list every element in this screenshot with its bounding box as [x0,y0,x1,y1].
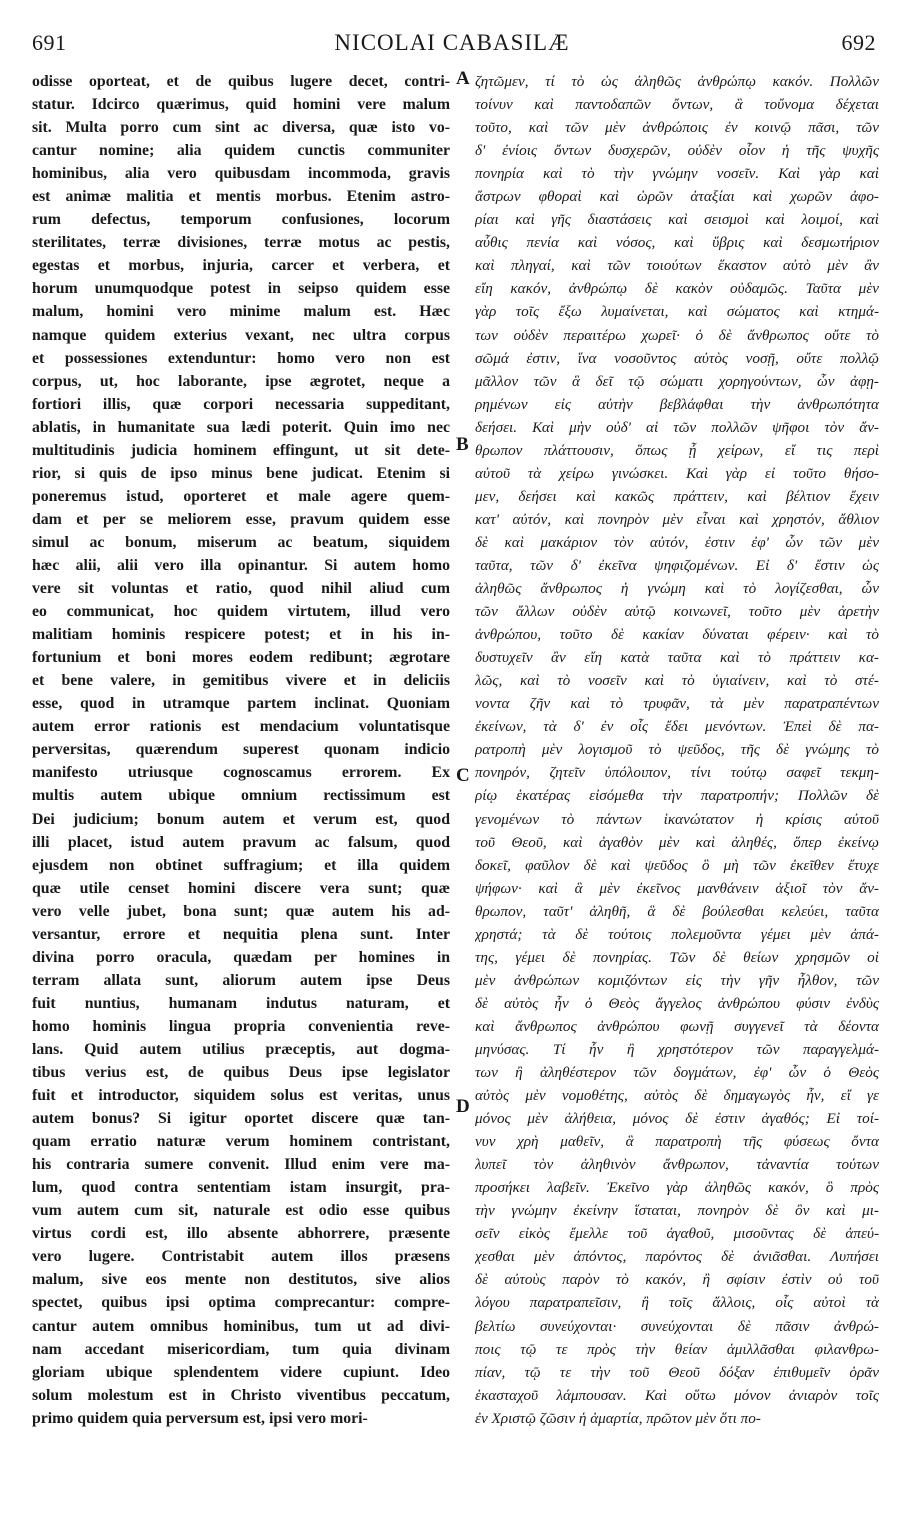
latin-text-line: rum defectus, temporum confusiones, locorum [32,211,450,229]
greek-text-line: ζητῶμεν, τί τὸ ὡς ἀληθῶς ἀνθρώπῳ κακόν. Πολλῶν [475,73,879,90]
greek-text-line: αὐτοῦ τὰ χείρω γινώσκει. Καὶ γὰρ εἰ τοῦτο θήσο- [475,464,879,482]
greek-text-line: δ' ἐνίοις ὄντων δυσχερῶν, οὐδὲν οἷον ἡ τῆς ψυχῆς [475,142,879,160]
latin-text-line: versantur, errore et nequitia plena sunt. Inter [32,925,450,943]
latin-text-line: hominibus, alia vero quibusdam incommoda, gravis [32,165,450,183]
latin-text-line: statur. Idcirco quærimus, quid homini vere malum [32,96,450,114]
greek-text-line: βελτίω συνεύχονται· συνεύχονται δὲ πᾶσιν ἀνθρώ- [475,1317,879,1335]
latin-text-line: multitudinis judicia hominem effingunt, ut sit dete- [32,441,450,459]
greek-text-line: της, γέμει δὲ πονηρίας. Τῶν δὲ θείων χρησμῶν οἱ [475,948,879,966]
greek-text-line: ψήφων· καὶ ἃ μὲν ἐκεῖνος μανθάνειν ἀξιοῖ τὸν ἄν- [475,879,879,897]
latin-text-line: namque quidem exterius vexant, nec ultra corpus [32,326,450,344]
latin-text-line: sterilitates, terræ divisiones, terræ motus ac pestis, [32,234,450,252]
greek-text-line: τοῦτο, καὶ τῶν μὲν ἀνθρώποις ἐν κοινῷ πᾶσι, τῶν [475,119,879,137]
greek-text-line: δεήσει. Καὶ μὴν οὐδ' αἱ τῶν πολλῶν ψῆφοι τὸν ἄν- [475,418,879,436]
greek-text-line: τοίνυν καὶ παντοδαπῶν ὄντων, ἃ τοὔνομα δέχεται [475,96,879,114]
greek-text-line: καὶ ἄνθρωπος ἀνθρώπου φωνῇ συγγενεῖ τὰ δέοντα [475,1017,879,1035]
latin-text-line: vum autem cum sit, naturale est odio esse quibus [32,1202,450,1220]
latin-text-line: nam accedant misericordiam, tum quia divinam [32,1340,450,1358]
latin-text-line: Dei judicium; bonum autem et verum est, quod [32,810,450,828]
greek-text-line: των ἢ ἀληθέστερον τῶν δογμάτων, ἐφ' ὧν ὁ Θεὸς [475,1064,879,1082]
latin-text-line: rior, si quis de ipso minus bene judicat. Etenim si [32,464,450,482]
greek-text-column [475,70,879,1430]
latin-text-line: fortunium et boni mores eodem redibunt; ægrotare [32,649,450,667]
greek-text-line: τοῦ Θεοῦ, καὶ ἀγαθὸν μὲν καὶ ἀληθές, ὅπερ ἐκείνῳ [475,833,879,851]
latin-text-line: esse, quod in utramque partem inclinat. Quoniam [32,695,450,713]
greek-text-line: αὐτὸς μὲν νομοθέτης, αὐτὸς δὲ δημαγωγὸς ἦν, εἴ γε [475,1087,879,1105]
latin-text-line: poneremus istud, oporteret et male agere quem- [32,487,450,505]
latin-text-line: illi placet, istud autem pravum ac falsum, quod [32,833,450,851]
greek-text-line: ἑκασταχοῦ λάμπουσαν. Καὶ οὕτω μόνον ἀνιαρὸν τοῖς [475,1386,879,1404]
latin-text-line: corpus, ut, hoc laborante, ipse ægrotet, neque a [32,372,450,390]
greek-text-line: νοντα ζῆν καὶ τὸ τρυφᾶν, τὰ μὲν παρατραπέντων [475,695,879,713]
greek-text-line: ρημένων εἰς αὐτὴν βεβλάφθαι τὴν ἀνθρωπότητα [475,395,879,413]
margin-letter-d: D [456,1096,470,1117]
latin-text-line: lans. Quid autem utilius præceptis, aut dogma- [32,1040,450,1058]
latin-text-line: vero velle jubet, bona sunt; quæ autem his ad- [32,902,450,920]
latin-text-line: lum, quod contra sententiam istam insurgit, pra- [32,1179,450,1197]
greek-text-line: ἀληθῶς ἄνθρωπος ἡ γνώμη καὶ τὸ λογίζεσθαι, ὧν [475,580,879,598]
page-header [0,30,904,64]
greek-text-line: αὖθις πενία καὶ νόσος, καὶ ὕβρις καὶ δεσμωτήριον [475,234,879,252]
greek-text-line: ποις τῷ τε πρὸς τὴν θείαν ἁμιλλᾶσθαι φιλανθρω- [475,1340,879,1358]
greek-text-line: νυν χρὴ μαθεῖν, ἃ παρατροπὴ τῆς φύσεως ὄντα [475,1133,879,1151]
latin-text-line: virtus cordi est, illo absente abhorrere, præsente [32,1225,450,1243]
greek-text-line: γὰρ τοῖς ἔξω λυμαίνεται, καὶ σώματος καὶ κτημά- [475,303,879,321]
latin-text-line: ejusdem non obtinet suffragium; et illa quidem [32,856,450,874]
margin-letter-a: A [456,68,470,89]
latin-text-line: multis autem ubique omnium rectissimum est [32,787,450,805]
greek-text-line: λόγου παρατραπεῖσιν, ἢ τοῖς ἄλλοις, οἷς αὐτοὶ τὰ [475,1294,879,1312]
latin-text-line: dam et per se meliorem esse, pravum quidem esse [32,510,450,528]
greek-text-line: ρατροπὴ μὲν λογισμοῦ τὸ ψεῦδος, τῆς δὲ γνώμης τὸ [475,741,879,759]
latin-text-line: malum, sive eos mente non destitutos, sive alios [32,1271,450,1289]
latin-text-line: autem error rationis est mendacium voluntatisque [32,718,450,736]
latin-text-line: vero lugere. Contristabit autem illos præsens [32,1248,450,1266]
latin-text-line: tibus verius est, de quibus Deus ipse legislator [32,1064,450,1082]
greek-text-line: χεσθαι μὲν ἀπόντος, παρόντος δὲ ἀνιᾶσθαι. Λυπήσει [475,1248,879,1266]
latin-text-line: his contraria sumere convenit. Illud enim vere ma- [32,1156,450,1174]
greek-text-line: ρίῳ ἑκατέρας εἰσόμεθα τὴν παρατροπήν; Πολλῶν δὲ [475,787,879,805]
latin-text-line: terram allata sunt, aliorum autem ipse Deus [32,971,450,989]
latin-text-line: divina porro oracula, quædam per homines in [32,948,450,966]
greek-text-line: λυπεῖ τὸν ἀληθινὸν ἄνθρωπον, τἀναντία τούτων [475,1156,879,1174]
greek-text-line: μηνύσας. Τί ἦν ἢ χρηστότερον τῶν παραγγελμά- [475,1040,879,1058]
latin-text-line: manifesto utriusque cognoscamus errorem. Ex [32,764,450,782]
greek-text-line: χρηστά; τὰ δὲ τούτοις πολεμοῦντα γέμει μὲν ἀπά- [475,925,879,943]
latin-text-line: spectet, quibus ipsi optima comprecantur: compre- [32,1294,450,1312]
latin-text-line: et possessiones extenduntur: homo vero non est [32,349,450,367]
greek-text-line: μεν, δεήσει καὶ κακῶς πράττειν, καὶ βέλτιον ἔχειν [475,487,879,505]
greek-text-line: δὲ αὐτοὺς παρὸν τὸ κακόν, ἢ σφίσιν ἐστὶν οὐ τοῦ [475,1271,879,1289]
latin-text-line: est animæ malitia et mentis morbus. Etenim astro- [32,188,450,206]
greek-text-line: πίαν, τῷ τε τὴν τοῦ Θεοῦ δόξαν ἐπιθυμεῖν ὁρᾶν [475,1363,879,1381]
greek-text-line: μὲν ἀνθρώπων κομιζόντων εἰς τὴν γῆν ἦλθον, τῶν [475,971,879,989]
latin-text-line: simul ac bonum, miserum ac beatum, siquidem [32,533,450,551]
margin-letter-c: C [456,765,470,786]
margin-letter-b: B [456,434,469,455]
greek-text-line: μᾶλλον τῶν ἃ δεῖ τῷ σώματι χορηγούντων, ὧν ἀφῃ- [475,372,879,390]
latin-text-line: odisse oporteat, et de quibus lugere decet, contri- [32,73,450,90]
greek-text-line: των οὐδὲν περαιτέρω χωρεῖ· ὁ δὲ ἄνθρωπος οὔτε τὸ [475,326,879,344]
greek-text-line: καὶ πληγαί, καὶ τῶν τοιούτων ἕκαστον αὐτὸ μὲν ἂν [475,257,879,275]
latin-text-line: cantur autem omnibus hominibus, tum ut ad divi- [32,1317,450,1335]
latin-text-line: egestas et morbus, injuria, carcer et verbera, et [32,257,450,275]
greek-text-line: προσήκει λαβεῖν. Ἐκεῖνο γὰρ ἀληθῶς κακόν, ὃ πρὸς [475,1179,879,1197]
page-number-right: 692 [841,30,876,55]
greek-text-line: ἄστρων φθοραὶ καὶ ὡρῶν ἀταξίαι καὶ χωρῶν ἀφο- [475,188,879,206]
latin-text-line: ablatis, in humanitate sua lædi poterit. Quin imo nec [32,418,450,436]
greek-text-line: εἴη κακόν, ἀνθρώπῳ δὲ κακὸν οὐδαμῶς. Ταῦτα μὲν [475,280,879,298]
latin-text-line: solum molestum est in Christo viventibus peccatum, [32,1386,450,1404]
latin-text-line: homo hominis lingua propria convenientia reve- [32,1017,450,1035]
greek-text-line: σῶμά ἐστιν, ἵνα νοσοῦντος αὐτὸς νοσῇ, οὔτε πολλῷ [475,349,879,367]
latin-text-line: horum unumquodque potest in seipso quidem esse [32,280,450,298]
greek-text-line: δὲ καὶ μακάριον τὸν αὐτόν, ἐστιν ἐφ' ὧν τῶν μὲν [475,533,879,551]
greek-text-line: τὴν γνώμην ἐκείνην ἵσταται, πονηρὸν δὲ ὂν καὶ μι- [475,1202,879,1220]
latin-text-line: malitiam hominis respicere potest; et in his in- [32,626,450,644]
greek-text-line: κατ' αὐτόν, καὶ πονηρὸν μὲν εἶναι καὶ χρηστόν, ἄθλιον [475,510,879,528]
greek-text-line: ἐν Χριστῷ ζῶσιν ἡ ἁμαρτία, πρῶτον μὲν ὅτι πο- [475,1409,761,1427]
page-number-left: 691 [32,30,67,55]
greek-text-line: πονηρόν, ζητεῖν ὑπόλοιπον, τίνι τούτῳ σαφεῖ τεκμη- [475,764,879,782]
greek-text-line: θρωπον, ταῦτ' ἀληθῆ, ἃ δὲ βούλεσθαι κελεύει, ταῦτα [475,902,879,920]
greek-text-line: ἀνθρώπου, τοῦτο δὲ κακίαν δύναται φέρειν· καὶ τὸ [475,626,879,644]
greek-text-line: τῶν ἄλλων οὐδὲν αὐτῷ κοινωνεῖ, τοῦτο μὲν ἀρετὴν [475,603,879,621]
greek-text-line: δυστυχεῖν ἂν εἴη κατὰ ταῦτα καὶ τὸ πράττειν κα- [475,649,879,667]
latin-text-line: hæc alii, alii vero illa opinantur. Si autem homo [32,556,450,574]
latin-text-line: quam erratio naturæ verum hominem contristant, [32,1133,450,1151]
latin-text-line: eo communicat, hoc quidem virtutem, illud vero [32,603,450,621]
greek-text-line: ταῦτα, τῶν δ' ἐκεῖνα ψηφιζομένων. Εἰ δ' ἔστιν ὡς [475,556,879,574]
greek-text-line: δοκεῖ, φαῦλον δὲ καὶ ψεῦδος ὃ μὴ τῶν ἐκεῖθεν ἔτυχε [475,856,879,874]
latin-text-column [32,70,450,1430]
latin-text-line: gloriam ubique splendentem videre cupiunt. Ideo [32,1363,450,1381]
latin-text-line: fuit nuntius, humanam indutus naturam, et [32,994,450,1012]
greek-text-line: λῶς, καὶ τὸ νοσεῖν καὶ τὸ ὑγιαίνειν, καὶ τὸ στέ- [475,672,879,690]
latin-text-line: primo quidem quia perversum est, ipsi vero mori- [32,1409,368,1427]
latin-text-line: cantur nomine; alia quidem cunctis communiter [32,142,450,160]
greek-text-line: ἐκείνων, τὰ δ' ἐν οἷς ἔδει μενόντων. Ἐπεὶ δὲ πα- [475,718,879,736]
latin-text-line: quæ utile censet homini discere vera sunt; quæ [32,879,450,897]
greek-text-line: μόνος μὲν ἀλήθεια, μόνος δὲ ἐστιν ἀγαθός; Εἰ τοί- [475,1110,879,1128]
greek-text-line: θρωπον πλάττουσιν, ὅπως ᾖ χείρων, εἴ τις περὶ [475,441,879,459]
latin-text-line: fuit et introductor, siquidem solus est veritas, unus [32,1087,450,1105]
latin-text-line: et bene valere, in gemitibus vivere et in deliciis [32,672,450,690]
latin-text-line: perversitas, quærendum superest quonam indicio [32,741,450,759]
greek-text-line: σεῖν εἰκὸς ἔμελλε τοῦ ἀγαθοῦ, μισοῦντας δὲ ἀπεύ- [475,1225,879,1243]
latin-text-line: malum, homini vero minime malum est. Hæc [32,303,450,321]
greek-text-line: ρίαι καὶ γῆς διαστάσεις καὶ σεισμοὶ καὶ λοιμοί, καὶ [475,211,879,229]
latin-text-line: autem bonus? Si igitur oportet discere quæ tan- [32,1110,450,1128]
latin-text-line: sit. Multa porro cum sint ac diversa, quæ isto vo- [32,119,450,137]
running-title: NICOLAI CABASILÆ [334,30,570,55]
latin-text-line: vere sit voluntas et ratio, quod nihil aliud cum [32,580,450,598]
latin-text-line: fortiori illis, quæ corpori necessaria suppeditant, [32,395,450,413]
greek-text-line: δὲ αὐτὸς ἦν ὁ Θεὸς ἄγγελος ἀνθρώπου φύσιν ἐνδὺς [475,994,879,1012]
greek-text-line: γενομένων τὸ πάντων ἱκανώτατον ἡ κρίσις αὐτοῦ [475,810,879,828]
greek-text-line: πονηρία καὶ τὸ τὴν γνώμην νοσεῖν. Καὶ γὰρ καὶ [475,165,879,183]
